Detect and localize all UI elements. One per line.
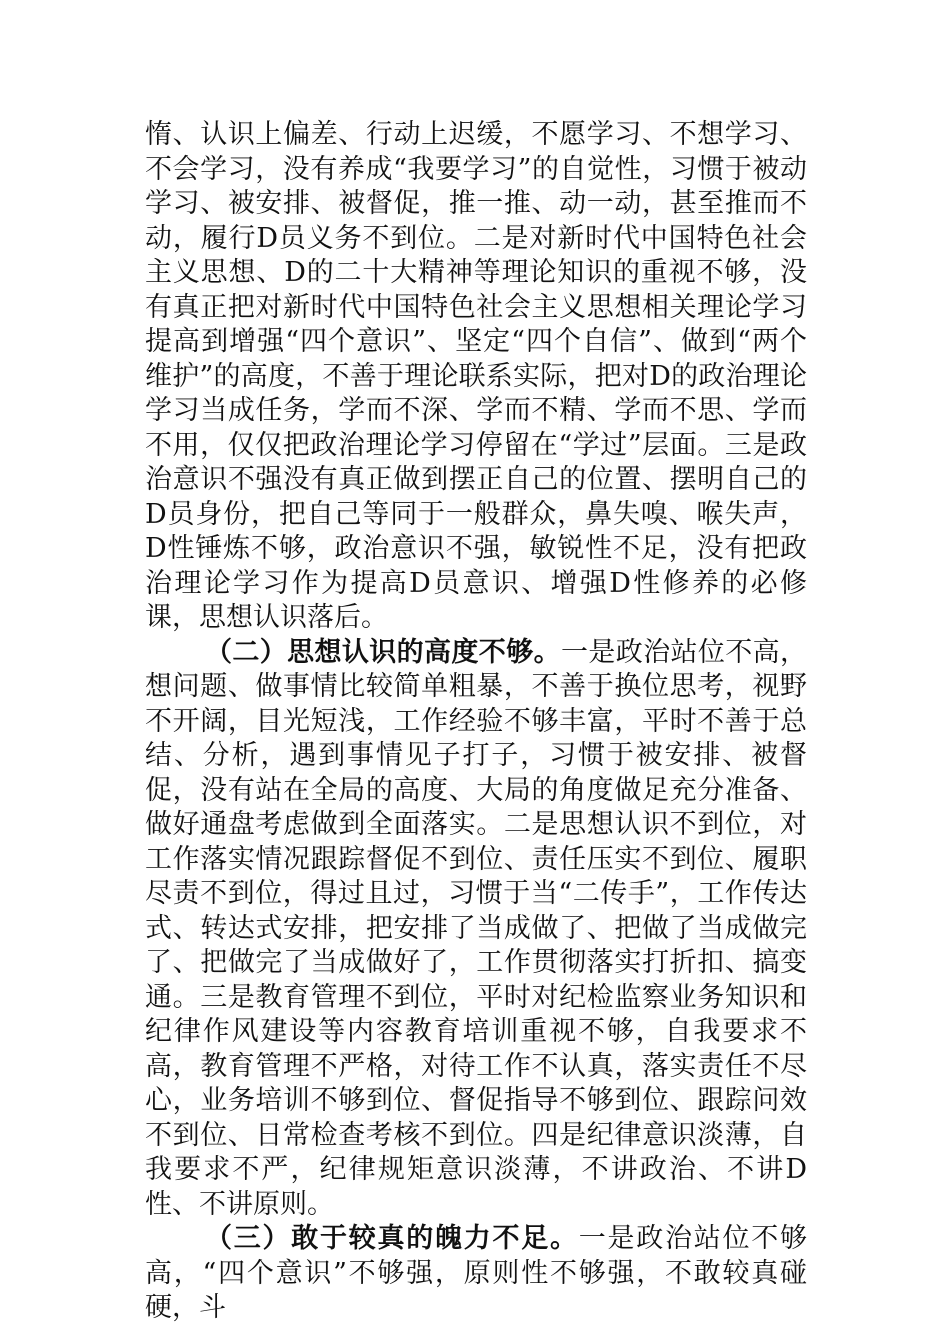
section-heading: （二）思想认识的高度不够。 <box>205 636 561 668</box>
paragraph-text: 一是政治站位不够高，“四个意识”不够强，原则性不够强，不敢较真碰硬，斗 <box>145 1223 807 1323</box>
paragraph-section-three <box>145 1222 807 1326</box>
paragraph-text: 惰、认识上偏差、行动上迟缓，不愿学习、不想学习、不会学习，没有养成“我要学习”的自觉性，习惯于被动学习、被安排、被督促，推一推、动一动，甚至推而不动，履行D员义务不到位。二是对新时代中国特色社会主义思想、D的二十大精神等理论知识的重视不够，没有真正把对新时代中国特色社会主义思想相关理论学习提高到增强“四个意识”、坚定“四个自信”、做到“两个维护”的高度，不善于理论联系实际，把对D的政治理论学习当成任务，学而不深、学而不精、学而不思、学而不用，仅仅把政治理论学习停留在“学过”层面。三是政治意识不强没有真正做到摆正自己的位置、摆明自己的D员身份，把自己等同于一般群众，鼻失嗅、喉失声，D性锤炼不够，政治意识不强，敏锐性不足，没有把政治理论学习作为提高D员意识、增强D性修养的必修课，思想认识落后。 <box>145 119 807 633</box>
document-body <box>145 118 807 1326</box>
section-heading: （三）敢于较真的魄力不足。 <box>205 1223 579 1254</box>
paragraph-continuation <box>145 118 807 636</box>
paragraph-section-two <box>145 636 807 1223</box>
paragraph-text: 一是政治站位不高，想问题、做事情比较简单粗暴，不善于换位思考，视野不开阔，目光短浅，工作经验不够丰富，平时不善于总结、分析，遇到事情见子打子，习惯于被安排、被督促，没有站在全局的高度、大局的角度做足充分准备、做好通盘考虑做到全面落实。二是思想认识不到位，对工作落实情况跟踪督促不到位、责任压实不到位、履职尽责不到位，得过且过，习惯于当“二传手”，工作传达式、转达式安排，把安排了当成做了、把做了当成做完了、把做完了当成做好了，工作贯彻落实打折扣、搞变通。三是教育管理不到位，平时对纪检监察业务知识和纪律作风建设等内容教育培训重视不够，自我要求不高，教育管理不严格，对待工作不认真，落实责任不尽心，业务培训不够到位、督促指导不够到位、跟踪问效不到位、日常检查考核不到位。四是纪律意识淡薄，自我要求不严，纪律规矩意识淡薄，不讲政治、不讲D性、不讲原则。 <box>145 636 808 1220</box>
